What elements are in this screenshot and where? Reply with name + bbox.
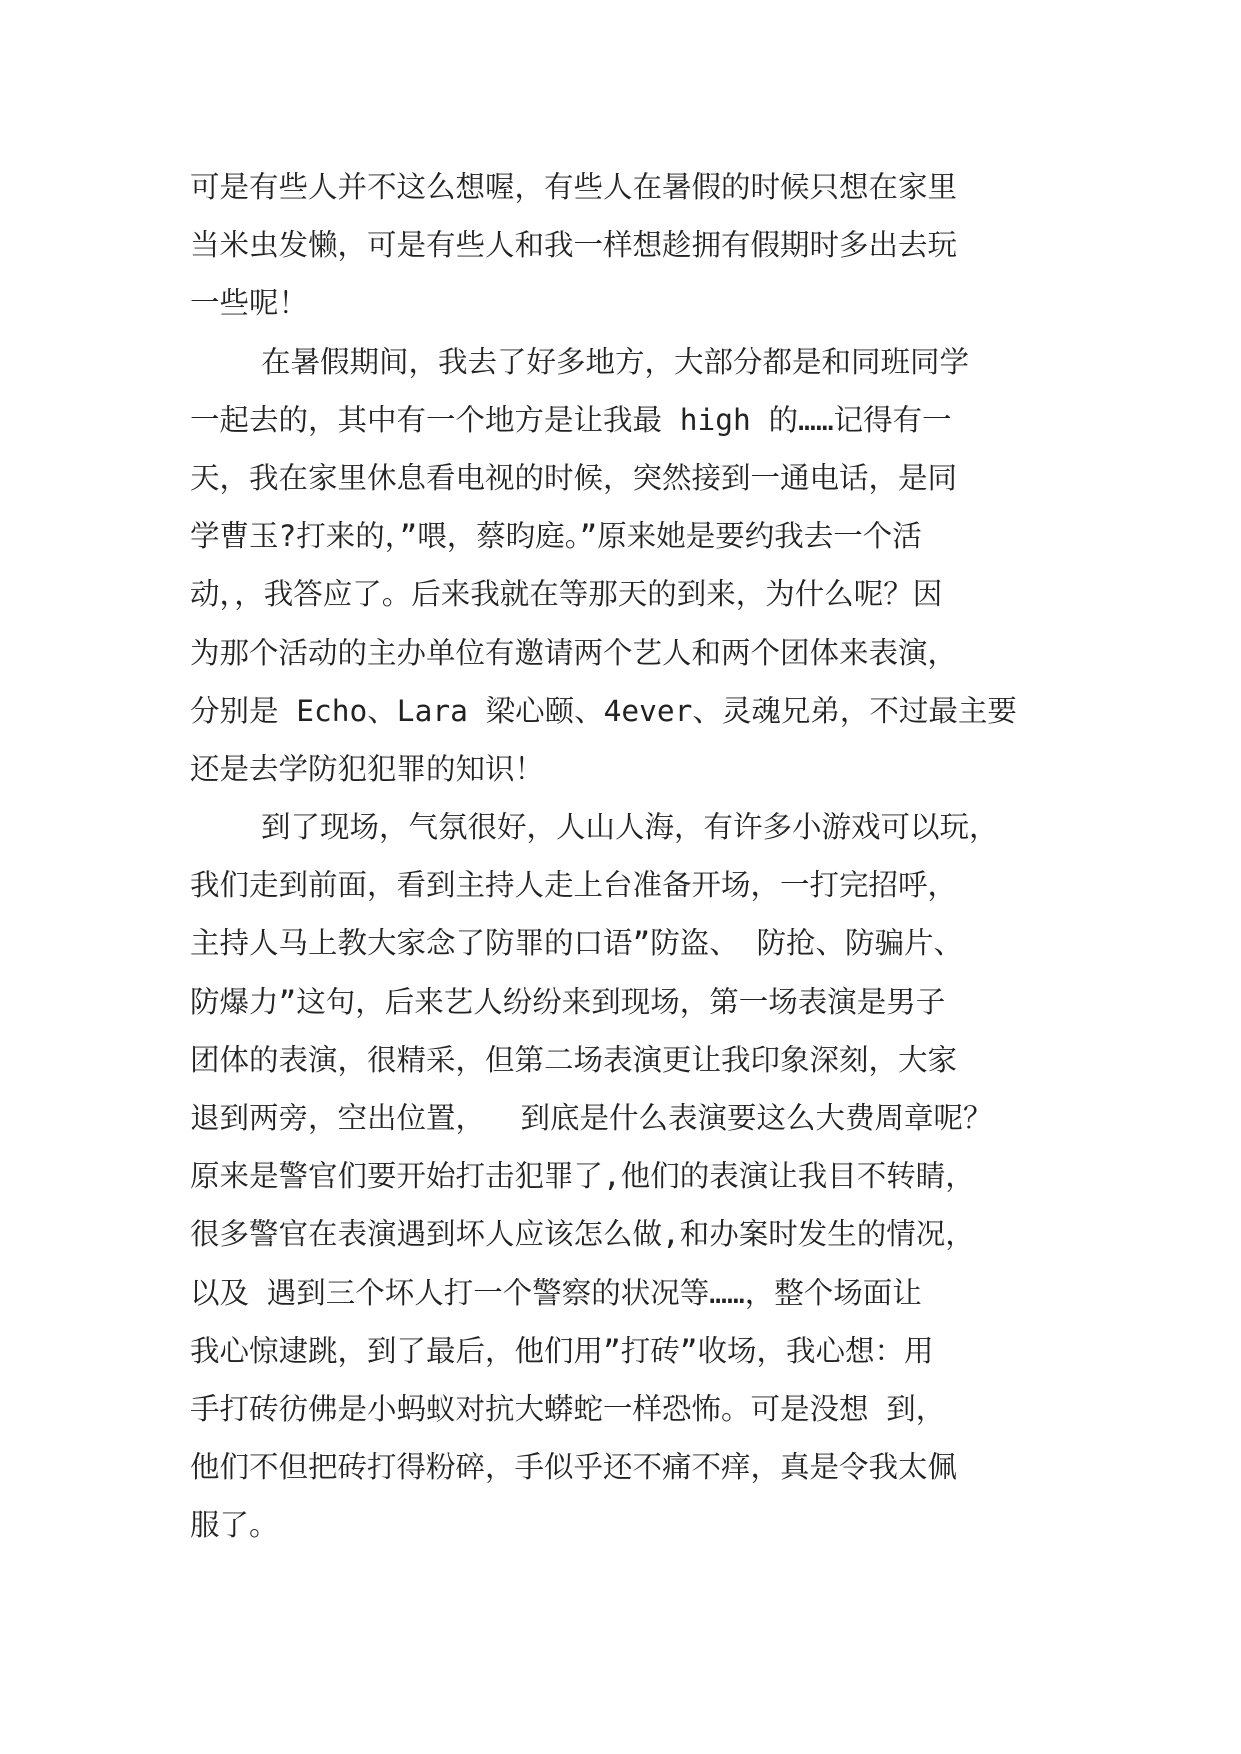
text-line: 可是有些人并不这么想喔，有些人在暑假的时候只想在家里 [190,170,958,204]
text-line: 到了现场，气氛很好，人山人海，有许多小游戏可以玩， [190,810,999,845]
text-line: 一些呢！ [190,286,309,321]
body-text [190,158,1070,1555]
text-line: 当米虫发懒，可是有些人和我一样想趁拥有假期时多出去玩 [190,228,958,263]
text-line: 学曹玉?打来的，”喂，蔡昀庭。”原来她是要约我去一个活 [190,519,922,554]
text-line: 手打砖彷佛是小蚂蚁对抗大蟒蛇一样恐怖。可是没想 到， [190,1391,946,1426]
text-line: 退到两旁，空出位置， 到底是什么表演要这么大费周章呢？ [190,1101,993,1135]
text-line: 防爆力”这句，后来艺人纷纷来到现场，第一场表演是男子 [190,984,946,1019]
text-line: 很多警官在表演遇到坏人应该怎么做,和办案时发生的情况， [190,1217,975,1252]
text-line: 团体的表演，很精采，但第二场表演更让我印象深刻，大家 [190,1042,958,1077]
text-line: 分别是 Echo、Lara 梁心颐、4ever、灵魂兄弟，不过最主要 [190,693,1017,728]
text-line: 一起去的，其中有一个地方是让我最 high 的……记得有一 [190,402,952,437]
text-line: 天，我在家里休息看电视的时候，突然接到一通电话，是同 [190,460,958,495]
text-line: 在暑假期间，我去了好多地方，大部分都是和同班同学 [190,344,970,379]
text-line: 以及 遇到三个坏人打一个警察的状况等……，整个场面让 [190,1275,922,1310]
text-line: 我心惊逮跳，到了最后，他们用”打砖”收场，我心想：用 [190,1333,934,1368]
text-line: 还是去学防犯犯罪的知识！ [190,751,545,786]
text-line: 主持人马上教大家念了防罪的口语”防盗、 防抢、防骗片、 [190,926,964,961]
text-line: 我们走到前面，看到主持人走上台准备开场，一打完招呼， [190,868,958,903]
text-line: 服了。 [190,1508,279,1543]
text-line: 动，，我答应了。后来我就在等那天的到来，为什么呢？因 [190,577,943,612]
text-line: 为那个活动的主办单位有邀请两个艺人和两个团体来表演， [190,635,958,670]
text-line: 原来是警官们要开始打击犯罪了,他们的表演让我目不转睛， [190,1159,975,1194]
text-line: 他们不但把砖打得粉碎，手似乎还不痛不痒，真是令我太佩 [190,1450,958,1485]
